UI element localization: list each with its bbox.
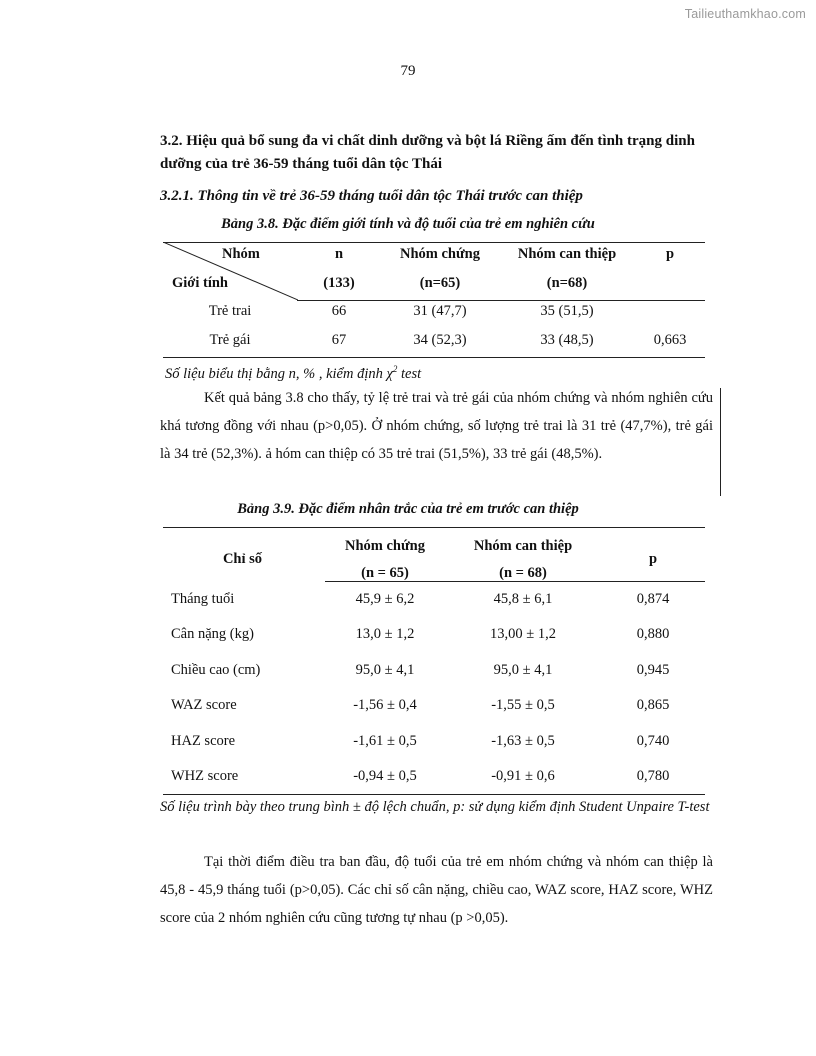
- cell-intervention: -1,63 ± 0,5: [491, 733, 555, 749]
- cell-control: 13,0 ± 1,2: [355, 626, 415, 642]
- cell-p: 0,740: [636, 733, 670, 749]
- header-intervention: Nhóm can thiệp: [517, 246, 617, 262]
- row-label: Trẻ trai: [208, 303, 252, 319]
- header-n-total: (133): [323, 275, 355, 291]
- cell-control: -0,94 ± 0,5: [353, 768, 417, 784]
- cell-p: 0,880: [636, 626, 670, 642]
- row-label: Chiều cao (cm): [171, 662, 261, 678]
- cell-control: -1,61 ± 0,5: [353, 733, 417, 749]
- cell-p: 0,865: [636, 697, 670, 713]
- header-intervention: Nhóm can thiệp: [473, 538, 573, 554]
- cell-intervention: -0,91 ± 0,6: [491, 768, 555, 784]
- cell-control: 95,0 ± 4,1: [355, 662, 415, 678]
- corner-header-group: Nhóm: [222, 246, 260, 262]
- cell-intervention: 35 (51,5): [540, 303, 594, 319]
- header-control-n: (n = 65): [361, 565, 409, 581]
- header-p: p: [665, 246, 675, 262]
- cell-p: 0,780: [636, 768, 670, 784]
- cell-intervention: 33 (48,5): [540, 332, 594, 348]
- corner-header-gender: Giới tính: [172, 275, 228, 291]
- paragraph-2: Tại thời điểm điều tra ban đầu, độ tuổi của trẻ em nhóm chứng và nhóm can thiệp là 45,8 - 45,9 tháng tuổi (p>0,05). Các chỉ số cân nặng, chiều cao, WAZ score, HAZ score, WHZ score của 2 nhóm nghiên cứu cũng tương tự nhau (p >0,05).: [160, 854, 713, 926]
- row-label: Tháng tuổi: [171, 591, 235, 607]
- header-control: Nhóm chứng: [344, 538, 425, 554]
- cell-control: 31 (47,7): [413, 303, 467, 319]
- header-index: Chỉ số: [222, 551, 263, 567]
- page-number: 79: [400, 63, 416, 79]
- cell-n: 67: [331, 332, 347, 348]
- cell-p: 0,945: [636, 662, 670, 678]
- cell-p: 0,663: [653, 332, 687, 348]
- header-n: n: [334, 246, 344, 262]
- cell-control: -1,56 ± 0,4: [353, 697, 417, 713]
- row-label: HAZ score: [171, 733, 236, 749]
- section-heading: 3.2. Hiệu quả bổ sung đa vi chất dinh dưỡng và bột lá Riềng ấm đến tình trạng dinh dưỡng của trẻ 36-59 tháng tuổi dân tộc Thái: [160, 133, 695, 172]
- table-3-8-note: Số liệu biểu thị bằng n, % , kiểm định $\chi^2$ test: [165, 364, 422, 382]
- cell-control: 34 (52,3): [413, 332, 467, 348]
- table-3-9-caption: Bảng 3.9. Đặc điểm nhân trắc của trẻ em trước can thiệp: [237, 501, 579, 517]
- paragraph-1: Kết quả bảng 3.8 cho thấy, tỷ lệ trẻ trai và trẻ gái của nhóm chứng và nhóm nghiên cứu khá tương đồng với nhau (p>0,05). Ở nhóm chứng, số lượng trẻ trai là 31 trẻ (47,7%), trẻ gái là 34 trẻ (52,3%). ả hóm can thiệp có 35 trẻ trai (51,5%), 33 trẻ gái (48,5%).: [160, 390, 713, 462]
- row-label: Cân nặng (kg): [171, 626, 254, 642]
- cell-control: 45,9 ± 6,2: [355, 591, 415, 607]
- cell-n: 66: [331, 303, 347, 319]
- cell-intervention: 95,0 ± 4,1: [493, 662, 553, 678]
- margin-bar: [720, 388, 721, 496]
- table-rule-top: [163, 527, 705, 528]
- cell-intervention: -1,55 ± 0,5: [491, 697, 555, 713]
- table-3-9-note: Số liệu trình bày theo trung bình ± độ lệch chuẩn, p: sử dụng kiểm định Student Unpaire T-test: [160, 799, 710, 815]
- row-label: WHZ score: [171, 768, 239, 784]
- header-intervention-n: (n=68): [546, 275, 588, 291]
- header-intervention-n: (n = 68): [499, 565, 547, 581]
- row-label: Trẻ gái: [209, 332, 251, 348]
- cell-intervention: 45,8 ± 6,1: [493, 591, 553, 607]
- watermark: Tailieuthamkhao.com: [684, 7, 806, 21]
- table-3-8-caption: Bảng 3.8. Đặc điểm giới tính và độ tuổi của trẻ em nghiên cứu: [221, 216, 595, 232]
- subsection-heading: 3.2.1. Thông tin về trẻ 36-59 tháng tuổi dân tộc Thái trước can thiệp: [160, 188, 583, 204]
- cell-intervention: 13,00 ± 1,2: [490, 626, 556, 642]
- header-control-n: (n=65): [419, 275, 461, 291]
- table-rule-header: [325, 581, 705, 582]
- cell-p: 0,874: [636, 591, 670, 607]
- row-label: WAZ score: [171, 697, 237, 713]
- header-control: Nhóm chứng: [399, 246, 480, 262]
- header-p: p: [648, 551, 658, 567]
- table-rule-bottom: [163, 794, 705, 795]
- table-rule-header: [297, 300, 705, 301]
